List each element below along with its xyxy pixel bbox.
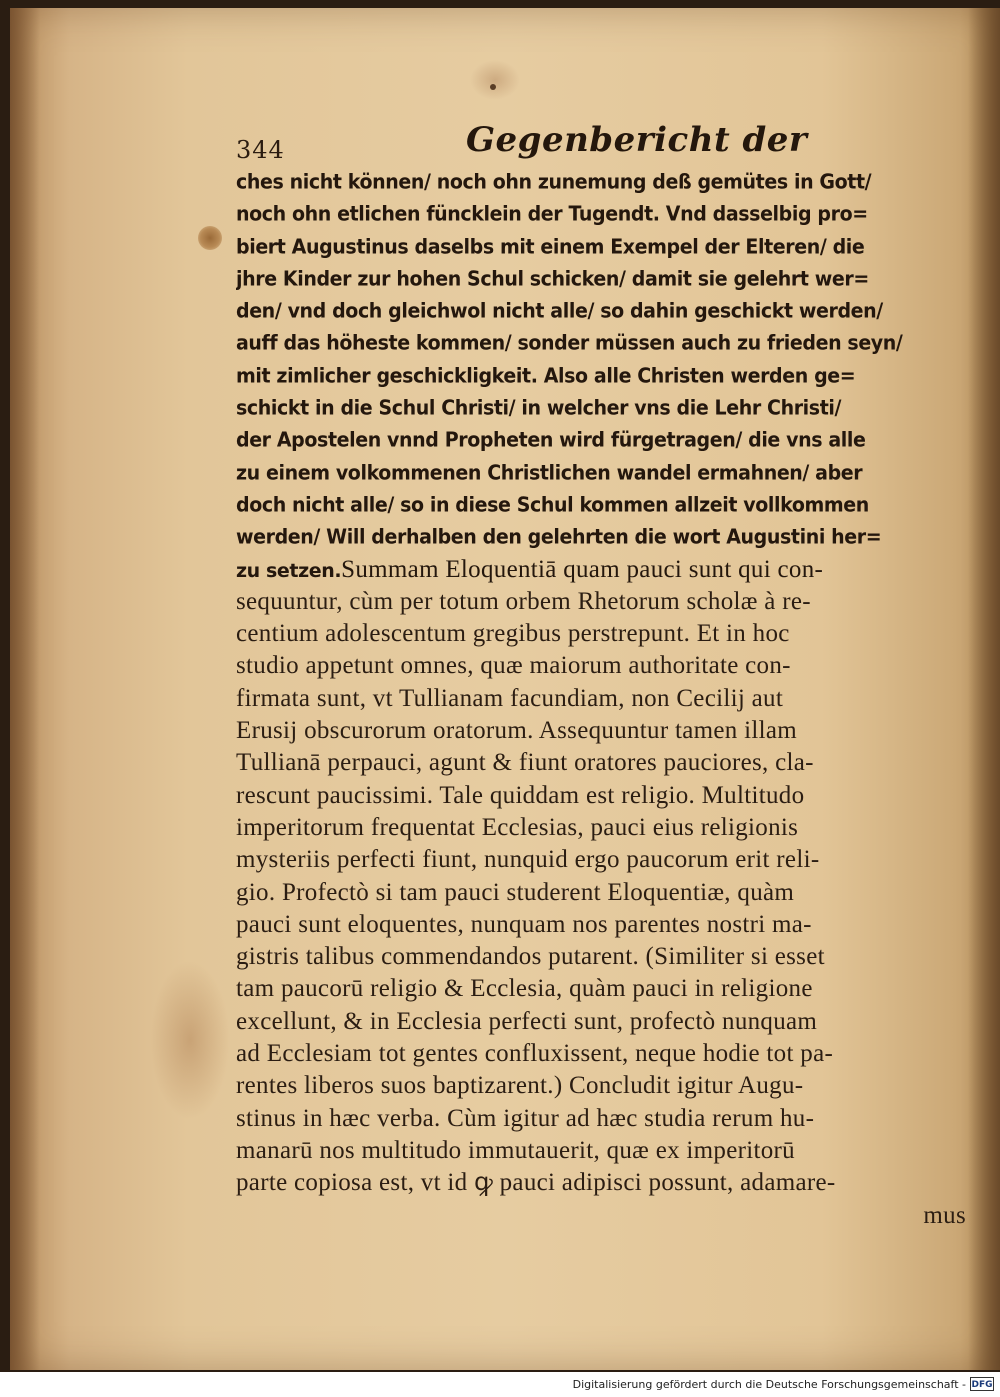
paper-stain	[198, 226, 222, 250]
text-line: werden/ Will derhalben den gelehrten die wort Augustini her=	[236, 525, 882, 550]
text-line: der Apostelen vnnd Propheten wird fürgetragen/ die vns alle	[236, 428, 866, 453]
page-shadow-left	[10, 8, 40, 1370]
page-header	[236, 120, 966, 170]
page-shadow-right	[968, 8, 1000, 1370]
text-line: rentes liberos suos baptizarent.) Concludit igitur Augu-	[236, 1072, 804, 1100]
text-line: studio appetunt omnes, quæ maiorum authoritate con-	[236, 652, 791, 680]
text-line: imperitorum frequentat Ecclesias, pauci eius religionis	[236, 813, 799, 841]
text-line: tam paucorū religio & Ecclesia, quàm pauci in religione	[236, 975, 813, 1003]
dfg-logo: DFG	[970, 1377, 994, 1391]
text-line-latin: Summam Eloquentiā quam pauci sunt qui con-	[341, 555, 824, 583]
text-line: schickt in die Schul Christi/ in welcher vns die Lehr Christi/	[236, 396, 842, 420]
text-line: stinus in hæc verba. Cùm igitur ad hæc studia rerum hu-	[236, 1104, 815, 1132]
paper-stain	[150, 960, 230, 1120]
text-line: mysteriis perfecti fiunt, nunquid ergo paucorum erit reli-	[236, 846, 820, 874]
text-line: firmata sunt, vt Tullianam facundiam, non Cecilij aut	[236, 684, 784, 712]
text-line: gio. Profectò si tam pauci studerent Eloquentiæ, quàm	[236, 878, 795, 906]
text-line: zu einem volkommenen Christlichen wandel ermahnen/ aber	[236, 460, 863, 485]
text-line: jhre Kinder zur hohen Schul schicken/ damit sie gelehrt wer=	[236, 266, 869, 291]
text-line: sequuntur, cùm per totum orbem Rhetorum scholæ à re-	[236, 587, 811, 615]
text-line: mus	[923, 1201, 966, 1229]
text-line: pauci sunt eloquentes, nunquam nos parentes nostri ma-	[236, 910, 812, 938]
ink-dot	[490, 84, 496, 90]
text-line: doch nicht alle/ so in diese Schul kommen allzeit vollkommen	[236, 493, 869, 517]
text-line: den/ vnd doch gleichwol nicht alle/ so dahin geschickt werden/	[236, 299, 883, 324]
text-line: excellunt, & in Ecclesia perfecti sunt, profectò nunquam	[236, 1007, 818, 1035]
running-head: Gegenbericht der	[466, 120, 808, 160]
text-line: rescunt paucissimi. Tale quiddam est religio. Multitudo	[236, 781, 805, 809]
text-line: auff das höheste kommen/ sonder müssen auch zu frieden seyn/	[236, 331, 903, 356]
paper-stain	[470, 60, 520, 100]
body-text	[236, 166, 966, 1232]
text-line: centium adolescentum gregibus perstrepunt. Et in hoc	[236, 620, 790, 648]
page-number: 344	[236, 136, 285, 164]
text-line: biert Augustinus daselbs mit einem Exempel der Elteren/ die	[236, 234, 865, 259]
text-line: mit zimlicher geschickligkeit. Also alle Christen werden ge=	[236, 363, 856, 388]
text-line-german: zu setzen.	[236, 559, 342, 582]
text-line: manarū nos multitudo immutauerit, quæ ex imperitorū	[236, 1136, 795, 1164]
footer-bar	[0, 1372, 1000, 1397]
text-line: gistris talibus commendandos putarent. (Similiter si esset	[236, 943, 825, 971]
text-line	[236, 554, 966, 586]
footer-credit: Digitalisierung gefördert durch die Deutsche Forschungsgemeinschaft -	[572, 1378, 966, 1391]
text-line: noch ohn etlichen füncklein der Tugendt. Vnd dasselbig pro=	[236, 202, 868, 227]
text-line: Tullianā perpauci, agunt & fiunt oratores pauciores, cla-	[236, 749, 814, 777]
text-line: ches nicht können/ noch ohn zunemung deß gemütes in Gott/	[236, 170, 872, 194]
text-line: parte copiosa est, vt id ꝙ pauci adipisci possunt, adamare-	[236, 1169, 836, 1197]
text-line: ad Ecclesiam tot gentes confluxissent, neque hodie tot pa-	[236, 1040, 834, 1068]
text-line: Erusij obscurorum oratorum. Assequuntur tamen illam	[236, 717, 798, 745]
